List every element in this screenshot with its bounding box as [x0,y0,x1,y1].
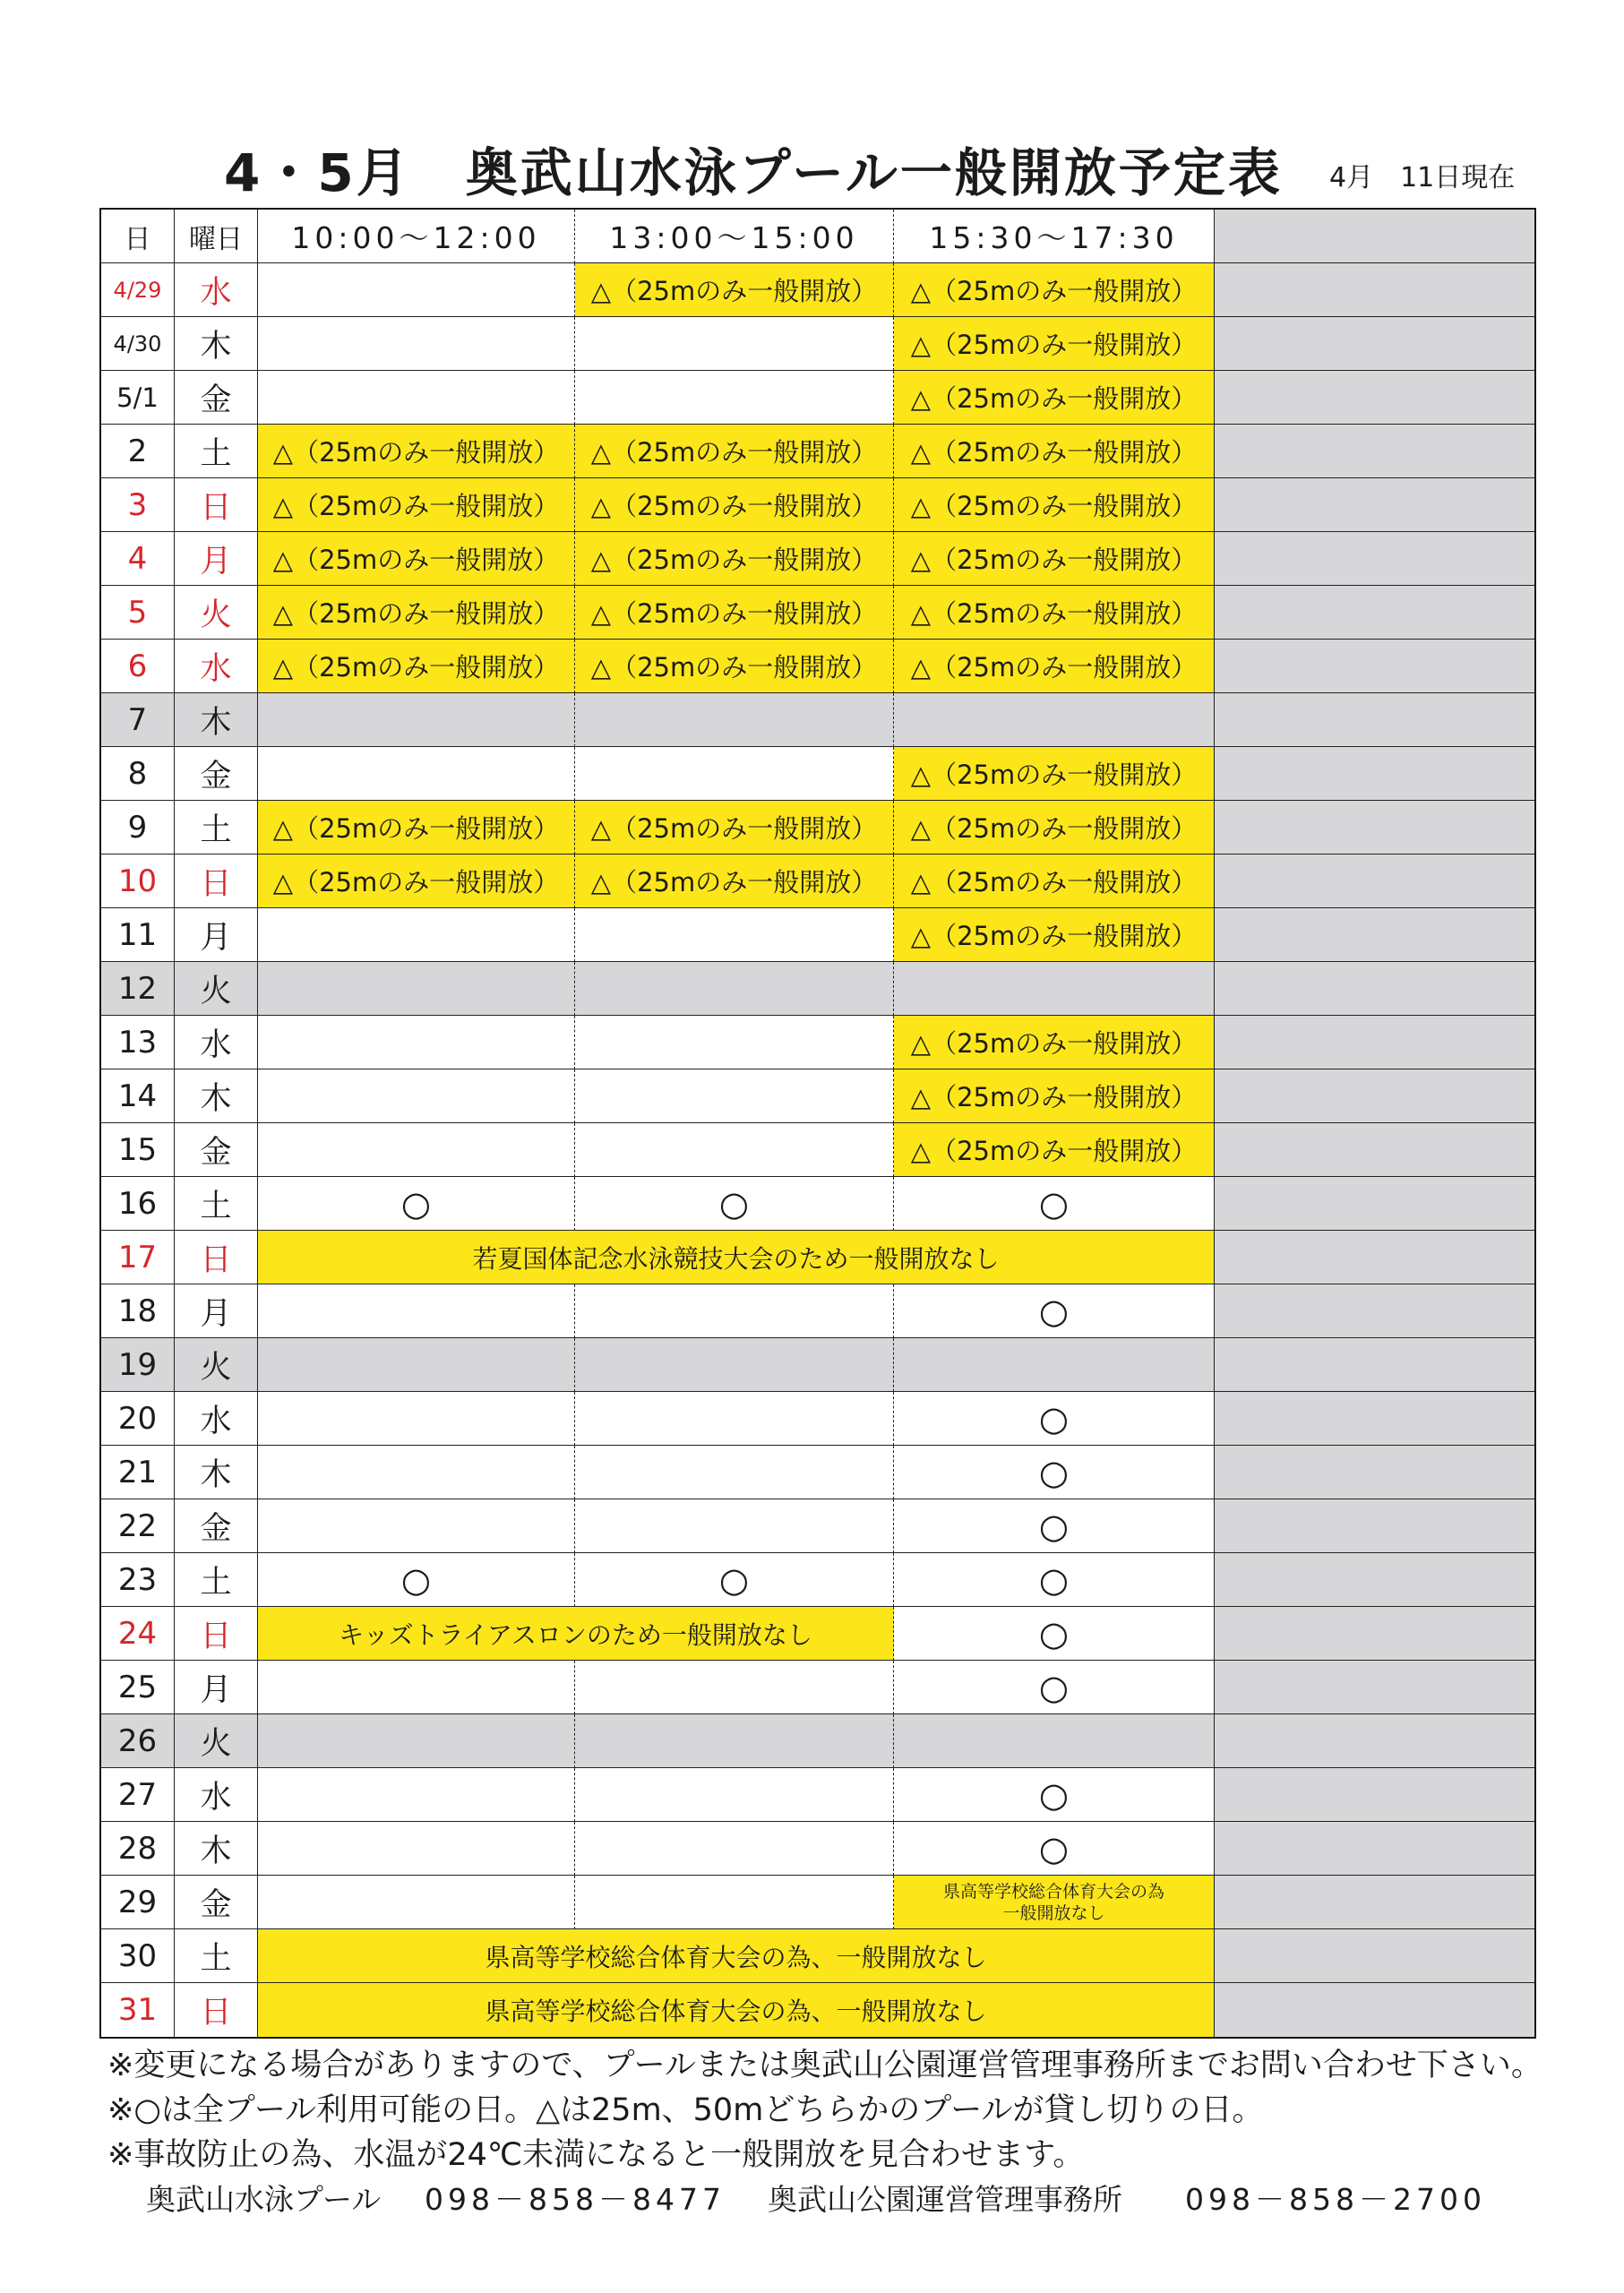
empty-slot-cell [258,1069,575,1123]
full-open-cell: ○ [258,1177,575,1231]
contact-name: 奥武山水泳プール [146,2182,382,2217]
full-open-cell: ○ [894,1661,1215,1714]
blank-cell [1215,263,1534,317]
weekday-cell: 日 [175,1607,258,1661]
limited-open-cell: △（25mのみ一般開放） [575,532,894,586]
empty-slot-cell [575,747,894,801]
empty-slot-cell [575,1016,894,1069]
empty-slot-cell [575,1822,894,1876]
contact-line [0,2177,1624,2222]
full-open-cell: ○ [894,1768,1215,1822]
empty-slot-cell [575,1499,894,1553]
closure-notice-cell: キッズトライアスロンのため一般開放なし [258,1607,894,1661]
note-line: ※変更になる場合がありますので、プールまたは奥武山公園運営管理事務所までお問い合わせ下さい。 [107,2048,1542,2083]
date-cell: 19 [101,1338,175,1392]
empty-slot-cell [894,1714,1215,1768]
blank-cell [1215,425,1534,478]
limited-open-cell: △（25mのみ一般開放） [575,263,894,317]
date-cell: 14 [101,1069,175,1123]
empty-slot-cell [258,1392,575,1446]
empty-slot-cell [894,1338,1215,1392]
full-open-cell: ○ [894,1392,1215,1446]
header-weekday: 曜日 [175,210,258,263]
blank-cell [1215,962,1534,1016]
weekday-cell: 火 [175,1338,258,1392]
blank-cell [1215,1876,1534,1929]
full-open-cell: ○ [575,1553,894,1607]
limited-open-cell: △（25mのみ一般開放） [575,425,894,478]
closure-notice-cell: 県高等学校総合体育大会の為、一般開放なし [258,1983,1215,2037]
empty-slot-cell [575,908,894,962]
weekday-cell: 木 [175,693,258,747]
weekday-cell: 日 [175,855,258,908]
weekday-cell: 火 [175,962,258,1016]
date-cell: 8 [101,747,175,801]
empty-slot-cell [575,1714,894,1768]
notice-lines [943,1881,1164,1924]
empty-slot-cell [258,693,575,747]
date-cell: 3 [101,478,175,532]
date-cell: 21 [101,1446,175,1499]
date-cell: 13 [101,1016,175,1069]
blank-cell [1215,586,1534,640]
blank-cell [1215,478,1534,532]
date-cell: 22 [101,1499,175,1553]
contact-phone: 098－858－8477 [425,2182,726,2217]
empty-slot-cell [258,962,575,1016]
blank-cell [1215,1983,1534,2037]
full-open-cell: ○ [258,1553,575,1607]
blank-cell [1215,1069,1534,1123]
limited-open-cell: △（25mのみ一般開放） [894,1016,1215,1069]
empty-slot-cell [258,1446,575,1499]
weekday-cell: 月 [175,1284,258,1338]
weekday-cell: 金 [175,371,258,425]
blank-cell [1215,1553,1534,1607]
limited-open-cell: △（25mのみ一般開放） [894,371,1215,425]
blank-cell [1215,317,1534,371]
date-cell: 6 [101,640,175,693]
weekday-cell: 火 [175,1714,258,1768]
date-cell: 10 [101,855,175,908]
weekday-cell: 金 [175,1499,258,1553]
weekday-cell: 月 [175,908,258,962]
empty-slot-cell [575,1123,894,1177]
as-of-date: 4月 11日現在 [1329,162,1516,193]
full-open-cell: ○ [894,1553,1215,1607]
date-cell: 15 [101,1123,175,1177]
blank-cell [1215,1607,1534,1661]
weekday-cell: 水 [175,1392,258,1446]
closure-notice-cell [894,1876,1215,1929]
empty-slot-cell [258,1499,575,1553]
limited-open-cell: △（25mのみ一般開放） [575,586,894,640]
date-cell: 28 [101,1822,175,1876]
date-cell: 5/1 [101,371,175,425]
empty-slot-cell [258,317,575,371]
empty-slot-cell [575,1768,894,1822]
blank-cell [1215,210,1534,263]
blank-cell [1215,1177,1534,1231]
full-open-cell: ○ [894,1499,1215,1553]
date-cell: 27 [101,1768,175,1822]
limited-open-cell: △（25mのみ一般開放） [894,263,1215,317]
header-slot-10-12: 10:00～12:00 [258,210,575,263]
blank-cell [1215,1446,1534,1499]
blank-cell [1215,371,1534,425]
date-cell: 26 [101,1714,175,1768]
contact-phone: 098－858－2700 [1185,2182,1486,2217]
date-cell: 18 [101,1284,175,1338]
weekday-cell: 木 [175,1446,258,1499]
blank-cell [1215,855,1534,908]
weekday-cell: 木 [175,1069,258,1123]
weekday-cell: 木 [175,317,258,371]
empty-slot-cell [258,908,575,962]
date-cell: 16 [101,1177,175,1231]
closure-notice-cell: 県高等学校総合体育大会の為、一般開放なし [258,1929,1215,1983]
full-open-cell: ○ [894,1446,1215,1499]
weekday-cell: 水 [175,1768,258,1822]
empty-slot-cell [575,1069,894,1123]
notice-line: 一般開放なし [1002,1902,1105,1923]
empty-slot-cell [258,371,575,425]
limited-open-cell: △（25mのみ一般開放） [575,478,894,532]
date-cell: 7 [101,693,175,747]
limited-open-cell: △（25mのみ一般開放） [894,801,1215,855]
date-cell: 31 [101,1983,175,2037]
weekday-cell: 日 [175,1983,258,2037]
limited-open-cell: △（25mのみ一般開放） [258,478,575,532]
weekday-cell: 日 [175,478,258,532]
notice-line: 県高等学校総合体育大会の為 [942,1881,1164,1902]
limited-open-cell: △（25mのみ一般開放） [894,1069,1215,1123]
limited-open-cell: △（25mのみ一般開放） [258,425,575,478]
weekday-cell: 日 [175,1231,258,1284]
weekday-cell: 土 [175,801,258,855]
blank-cell [1215,908,1534,962]
closure-notice-cell: 若夏国体記念水泳競技大会のため一般開放なし [258,1231,1215,1284]
empty-slot-cell [575,693,894,747]
empty-slot-cell [894,962,1215,1016]
date-cell: 20 [101,1392,175,1446]
limited-open-cell: △（25mのみ一般開放） [894,425,1215,478]
date-cell: 11 [101,908,175,962]
full-open-cell: ○ [575,1177,894,1231]
limited-open-cell: △（25mのみ一般開放） [894,855,1215,908]
date-cell: 23 [101,1553,175,1607]
limited-open-cell: △（25mのみ一般開放） [258,640,575,693]
blank-cell [1215,532,1534,586]
empty-slot-cell [894,693,1215,747]
empty-slot-cell [575,371,894,425]
note-line: ※事故防止の為、水温が24℃未満になると一般開放を見合わせます。 [107,2137,1085,2173]
limited-open-cell: △（25mのみ一般開放） [575,801,894,855]
blank-cell [1215,747,1534,801]
empty-slot-cell [575,1661,894,1714]
date-cell: 4 [101,532,175,586]
blank-cell [1215,1661,1534,1714]
limited-open-cell: △（25mのみ一般開放） [894,532,1215,586]
weekday-cell: 土 [175,1553,258,1607]
blank-cell [1215,1284,1534,1338]
weekday-cell: 水 [175,1016,258,1069]
blank-cell [1215,1231,1534,1284]
header-date: 日 [101,210,175,263]
weekday-cell: 水 [175,640,258,693]
weekday-cell: 水 [175,263,258,317]
weekday-cell: 金 [175,1876,258,1929]
weekday-cell: 土 [175,1929,258,1983]
blank-cell [1215,1123,1534,1177]
schedule-table [99,208,1536,2039]
date-cell: 24 [101,1607,175,1661]
blank-cell [1215,1392,1534,1446]
full-open-cell: ○ [894,1607,1215,1661]
limited-open-cell: △（25mのみ一般開放） [894,1123,1215,1177]
limited-open-cell: △（25mのみ一般開放） [575,640,894,693]
notes [107,2043,1542,2177]
empty-slot-cell [575,1284,894,1338]
weekday-cell: 月 [175,1661,258,1714]
date-cell: 4/29 [101,263,175,317]
limited-open-cell: △（25mのみ一般開放） [894,640,1215,693]
empty-slot-cell [258,1123,575,1177]
contact-name: 奥武山公園運営管理事務所 [768,2182,1122,2217]
blank-cell [1215,1499,1534,1553]
empty-slot-cell [258,1768,575,1822]
weekday-cell: 火 [175,586,258,640]
page-title: 4・5月 奥武山水泳プール一般開放予定表 [224,142,1283,203]
date-cell: 29 [101,1876,175,1929]
empty-slot-cell [575,1338,894,1392]
date-cell: 4/30 [101,317,175,371]
header-slot-13-15: 13:00～15:00 [575,210,894,263]
limited-open-cell: △（25mのみ一般開放） [258,855,575,908]
empty-slot-cell [258,1661,575,1714]
limited-open-cell: △（25mのみ一般開放） [894,317,1215,371]
note-line: ※○は全プール利用可能の日。△は25m、50mどちらかのプールが貸し切りの日。 [107,2092,1264,2128]
limited-open-cell: △（25mのみ一般開放） [258,532,575,586]
weekday-cell: 木 [175,1822,258,1876]
empty-slot-cell [258,747,575,801]
empty-slot-cell [575,1876,894,1929]
blank-cell [1215,1768,1534,1822]
full-open-cell: ○ [894,1177,1215,1231]
blank-cell [1215,640,1534,693]
empty-slot-cell [575,317,894,371]
date-cell: 17 [101,1231,175,1284]
limited-open-cell: △（25mのみ一般開放） [258,801,575,855]
date-cell: 2 [101,425,175,478]
empty-slot-cell [575,1446,894,1499]
blank-cell [1215,1016,1534,1069]
empty-slot-cell [575,1392,894,1446]
empty-slot-cell [258,1714,575,1768]
empty-slot-cell [258,1338,575,1392]
blank-cell [1215,1929,1534,1983]
blank-cell [1215,1714,1534,1768]
limited-open-cell: △（25mのみ一般開放） [894,478,1215,532]
limited-open-cell: △（25mのみ一般開放） [258,586,575,640]
blank-cell [1215,1338,1534,1392]
header-slot-1530-1730: 15:30～17:30 [894,210,1215,263]
weekday-cell: 月 [175,532,258,586]
weekday-cell: 金 [175,747,258,801]
date-cell: 9 [101,801,175,855]
limited-open-cell: △（25mのみ一般開放） [894,747,1215,801]
date-cell: 25 [101,1661,175,1714]
blank-cell [1215,801,1534,855]
weekday-cell: 土 [175,425,258,478]
blank-cell [1215,1822,1534,1876]
date-cell: 5 [101,586,175,640]
blank-cell [1215,693,1534,747]
limited-open-cell: △（25mのみ一般開放） [894,586,1215,640]
full-open-cell: ○ [894,1822,1215,1876]
empty-slot-cell [258,263,575,317]
weekday-cell: 金 [175,1123,258,1177]
empty-slot-cell [258,1822,575,1876]
empty-slot-cell [258,1876,575,1929]
full-open-cell: ○ [894,1284,1215,1338]
empty-slot-cell [258,1016,575,1069]
limited-open-cell: △（25mのみ一般開放） [894,908,1215,962]
empty-slot-cell [258,1284,575,1338]
empty-slot-cell [575,962,894,1016]
weekday-cell: 土 [175,1177,258,1231]
date-cell: 12 [101,962,175,1016]
date-cell: 30 [101,1929,175,1983]
limited-open-cell: △（25mのみ一般開放） [575,855,894,908]
